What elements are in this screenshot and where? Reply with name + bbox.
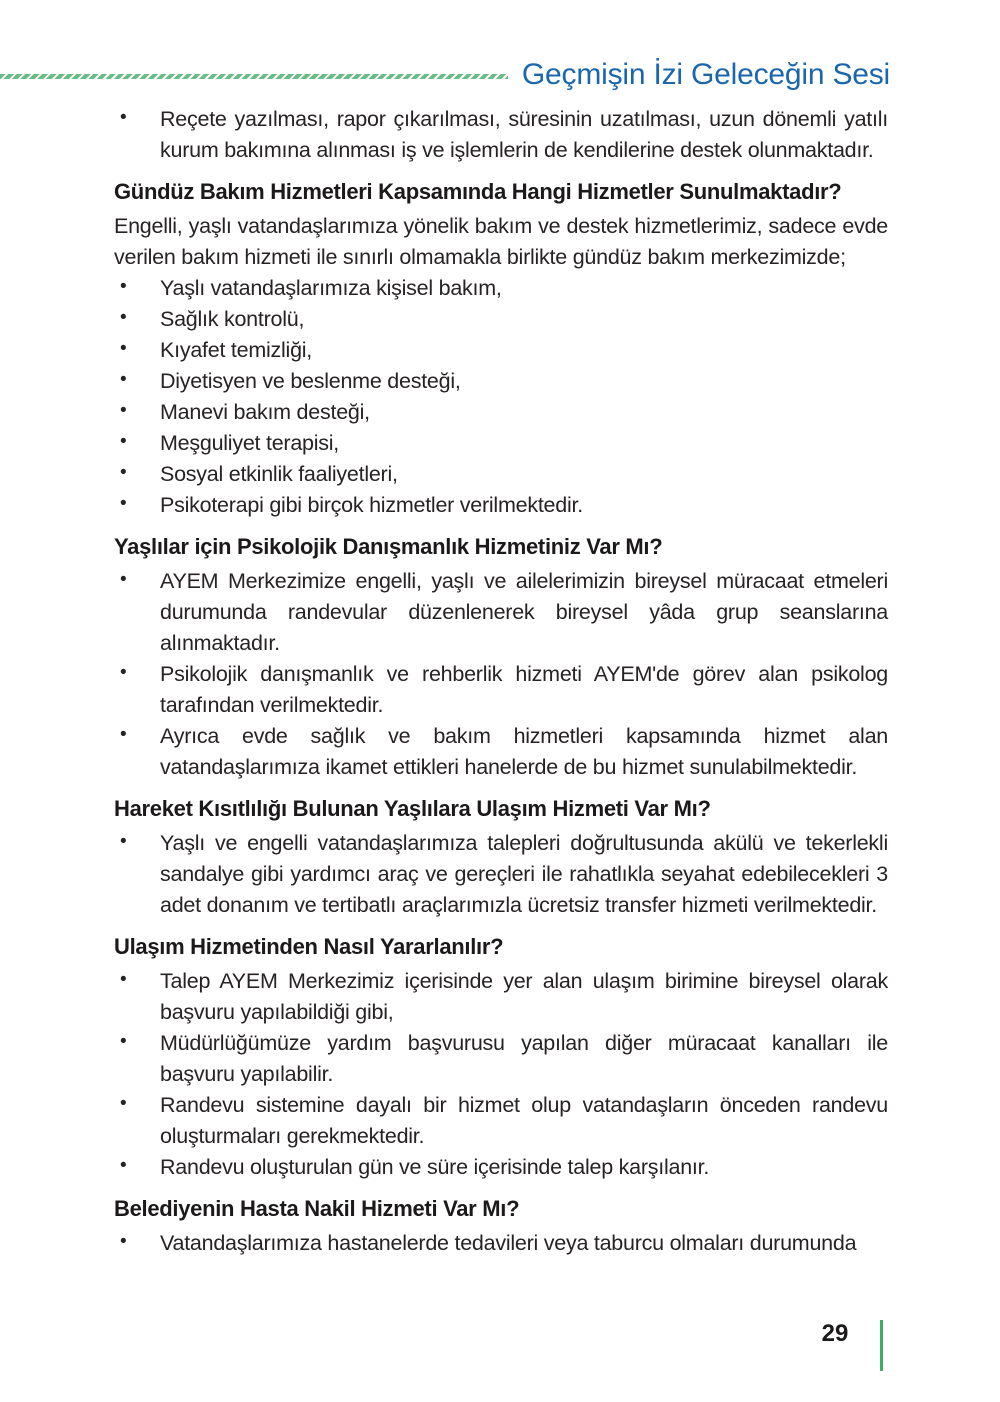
bullet-marker: •: [120, 831, 127, 852]
header-title: Geçmişin İzi Geleceğin Sesi: [521, 58, 890, 91]
list-item: [114, 828, 888, 921]
bullet-list: [114, 273, 888, 521]
list-item: [114, 659, 888, 721]
list-item: [114, 966, 888, 1028]
list-item: [114, 397, 888, 428]
list-item-text: Randevu sistemine dayalı bir hizmet olup vatandaşların önceden randevu oluşturmaları gerekmektedir.: [160, 1093, 888, 1148]
list-item-text: Vatandaşlarımıza hastanelerde tedavileri veya taburcu olmaları durumunda: [160, 1231, 857, 1255]
list-item-text: Psikolojik danışmanlık ve rehberlik hizmeti AYEM'de görev alan psikolog tarafından verilmektedir.: [160, 662, 888, 717]
list-item: [114, 1090, 888, 1152]
list-item: [114, 335, 888, 366]
bullet-marker: •: [120, 462, 127, 483]
bullet-marker: •: [120, 1093, 127, 1114]
list-item: [114, 721, 888, 783]
list-item: [114, 104, 888, 166]
section-heading: Yaşlılar için Psikolojik Danışmanlık Hizmetiniz Var Mı?: [114, 534, 663, 559]
list-item: [114, 428, 888, 459]
list-item-text: Randevu oluşturulan gün ve süre içerisinde talep karşılanır.: [160, 1155, 710, 1179]
list-item: [114, 273, 888, 304]
bullet-marker: •: [120, 400, 127, 421]
list-item: [114, 490, 888, 521]
bullet-marker: •: [120, 276, 127, 297]
bullet-marker: •: [120, 969, 127, 990]
paragraph: Engelli, yaşlı vatandaşlarımıza yönelik bakım ve destek hizmetlerimiz, sadece evde verilen bakım hizmeti ile sınırlı olmamakla birlikte gündüz bakım merkezimizde;: [114, 214, 888, 269]
bullet-marker: •: [120, 1031, 127, 1052]
section-heading: Belediyenin Hasta Nakil Hizmeti Var Mı?: [114, 1196, 520, 1221]
list-item: [114, 566, 888, 659]
list-item: [114, 1152, 888, 1183]
list-item-text: Sosyal etkinlik faaliyetleri,: [160, 462, 398, 486]
list-item: [114, 459, 888, 490]
list-item-text: Müdürlüğümüze yardım başvurusu yapılan diğer müracaat kanalları ile başvuru yapılabilir.: [160, 1031, 888, 1086]
bullet-marker: •: [120, 724, 127, 745]
list-item: [114, 1028, 888, 1090]
bullet-list: [114, 566, 888, 783]
bullet-marker: •: [120, 369, 127, 390]
bullet-marker: •: [120, 338, 127, 359]
list-item-text: Diyetisyen ve beslenme desteği,: [160, 369, 461, 393]
bullet-list: [114, 1228, 888, 1259]
footer-green-bar: [880, 1320, 883, 1371]
bullet-marker: •: [120, 493, 127, 514]
bullet-list: [114, 966, 888, 1183]
list-item-text: Meşguliyet terapisi,: [160, 431, 340, 455]
list-item: [114, 1228, 888, 1259]
bullet-marker: •: [120, 662, 127, 683]
section-heading: Gündüz Bakım Hizmetleri Kapsamında Hangi Hizmetler Sunulmaktadır?: [114, 179, 842, 204]
list-item-text: Talep AYEM Merkezimiz içerisinde yer alan ulaşım birimine bireysel olarak başvuru yapılabildiği gibi,: [160, 969, 888, 1024]
header-hatched-rule: [0, 74, 508, 79]
bullet-list: [114, 104, 888, 166]
list-item: [114, 304, 888, 335]
bullet-marker: •: [120, 431, 127, 452]
page-content: [114, 104, 888, 1259]
page-header: [0, 56, 890, 94]
bullet-list: [114, 828, 888, 921]
list-item-text: Reçete yazılması, rapor çıkarılması, süresinin uzatılması, uzun dönemli yatılı kurum bakımına alınması iş ve işlemlerin de kendilerine destek olunmaktadır.: [160, 107, 888, 162]
bullet-marker: •: [120, 569, 127, 590]
list-item: [114, 366, 888, 397]
bullet-marker: •: [120, 107, 127, 128]
list-item-text: Psikoterapi gibi birçok hizmetler verilmektedir.: [160, 493, 583, 517]
list-item-text: Kıyafet temizliği,: [160, 338, 313, 362]
list-item-text: Sağlık kontrolü,: [160, 307, 305, 331]
section-heading: Hareket Kısıtlılığı Bulunan Yaşlılara Ulaşım Hizmeti Var Mı?: [114, 796, 711, 821]
list-item-text: Yaşlı ve engelli vatandaşlarımıza talepleri doğrultusunda akülü ve tekerlekli sandalye gibi yardımcı araç ve gereçleri ile rahatlıkla seyahat edebilecekleri 3 adet donanım ve tertibatlı araçlarımızla ücretsiz transfer hizmeti verilmektedir.: [160, 831, 888, 917]
list-item-text: Yaşlı vatandaşlarımıza kişisel bakım,: [160, 276, 502, 300]
bullet-marker: •: [120, 307, 127, 328]
list-item-text: Manevi bakım desteği,: [160, 400, 370, 424]
bullet-marker: •: [120, 1231, 127, 1252]
section-heading: Ulaşım Hizmetinden Nasıl Yararlanılır?: [114, 934, 504, 959]
page-number: 29: [821, 1320, 849, 1347]
bullet-marker: •: [120, 1155, 127, 1176]
list-item-text: Ayrıca evde sağlık ve bakım hizmetleri kapsamında hizmet alan vatandaşlarımıza ikamet ettikleri hanelerde de bu hizmet sunulabilmektedir.: [160, 724, 888, 779]
list-item-text: AYEM Merkezimize engelli, yaşlı ve ailelerimizin bireysel müracaat etmeleri durumunda randevular düzenlenerek bireysel yâda grup seanslarına alınmaktadır.: [160, 569, 888, 655]
